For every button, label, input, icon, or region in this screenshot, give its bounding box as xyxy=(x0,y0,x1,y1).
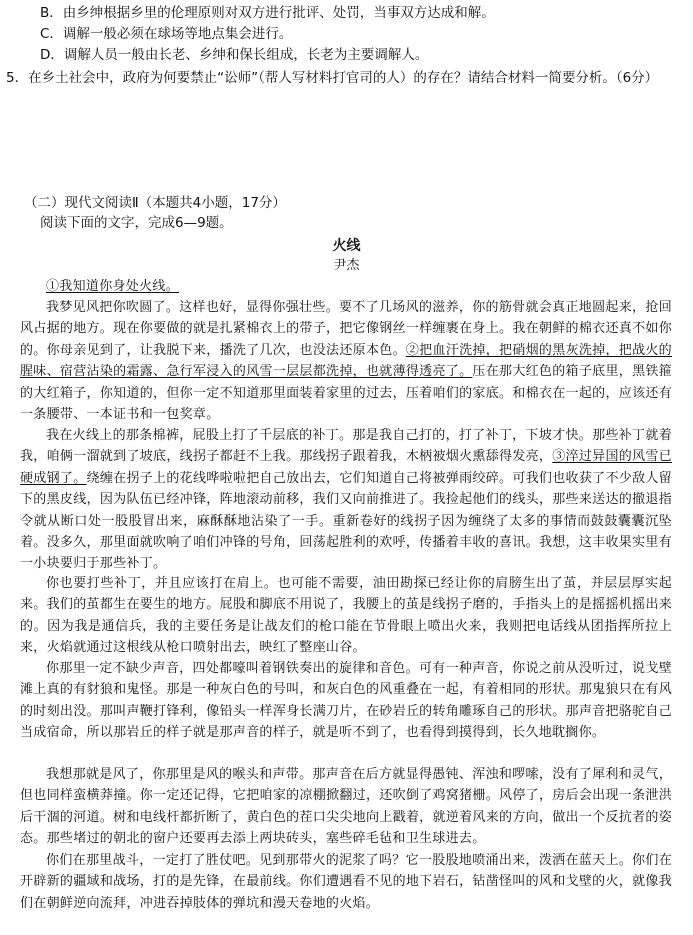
paragraph-3-part-c: 绕缠在拐子上的花线哗啦啦把自己放出去，它们知道自己将被弹雨绞碎。可我们也收获了不少敌人留下的黑皮线，因为队伍已经冲锋，阵地滚动前移，我们又向前推进了。我捡起他们的线头，那些来送达的撤退指令就从断口处一股股冒出来，麻酥酥地沾染了一手。重新卷好的线拐子因为缠绕了太多的事情而鼓鼓囊囊沉坠着。没多久，那里面就吹响了咱们冲锋的号角，回荡起胜利的欢呼，传播着丰收的喜讯。我想，这丰收果实里有一小块要归于那些补丁。 xyxy=(20,470,672,572)
paragraph-6: 我想那就是风了，你那里是风的喉头和声带。那声音在后方就显得愚钝、浑浊和啰嗦，没有了犀利和灵气，但也同样蛮横莽撞。你一定还记得，它把咱家的凉棚掀翻过，还吹倒了鸡窝猪栅。风停了，房后会出现一条泄洪后干涸的河道。树和电线杆都折断了，黄白色的茬口尖尖地向上戳着，就逆着风来的方向，做出一个反抗者的姿态。那些堵过的朝北的窗户还要再去添上两块砖头，塞些碎毛毡和卫生球进去。 xyxy=(20,767,672,847)
option-d: D．调解人员一般由长老、乡绅和保长组成，长老为主要调解人。 xyxy=(40,47,429,63)
paragraph-2-part-c: 压在那大红色的箱子底里，黑铁箍的大红箱子，你知道的，但你一定不知道那里面装着家里的过去，压着咱们的家底。和棉衣在一起的，应该还有一条腰带、一本证书和一包奖章。 xyxy=(20,364,672,423)
section-instruction: 阅读下面的文字，完成6—9题。 xyxy=(40,215,233,231)
option-b: B．由乡绅根据乡里的伦理原则对双方进行批评、处罚，当事双方达成和解。 xyxy=(40,5,495,21)
paragraph-7: 你们在那里战斗，一定打了胜仗吧。见到那带火的泥浆了吗？它一股股地喷涌出来，泼洒在蓝天上。你们在开辟新的疆域和战场，打的是先锋，在最前线。你们遭遇看不见的地下岩石，钻凿怪叫的风和戈壁的火，就像我们在朝鲜逆向流拜，冲进吞掉肢体的弹坑和漫天卷地的火焰。 xyxy=(20,853,672,911)
paragraph-2 xyxy=(20,297,672,425)
paragraph-1 xyxy=(20,276,672,297)
question-5-score: （6分） xyxy=(615,70,659,86)
underlined-sentence-2: ②把血汗洗掉，把硝烟的黑灰洗掉，把战火的腥味、宿营沾染的霜露、急行军浸入的风雪一层层都洗掉，也就薄得透亮了。 xyxy=(20,342,672,380)
section-heading: （二）现代文阅读Ⅱ（本题共4小题，17分） xyxy=(24,195,286,211)
paragraph-2-part-a: 我梦见风把你吹圆了。这样也好，显得你强壮些。要不了几场风的滋养，你的筋骨就会真正地圆起来，抢回风占据的地方。现在你要做的就是扎紧棉衣上的带子，把它像钢丝一样缠裹在身上。我在朝鲜的棉衣还真不如你的。你母亲见到了，让我脱下来，播洗了几次，也没法还原本色。 xyxy=(20,300,672,358)
question-5 xyxy=(6,67,688,89)
paragraph-3-part-a: 我在火线上的那条棉裤，屁股上打了千层底的补丁。那是我自己打的，打了补丁，下坡才快。那些补丁就着我，咱俩一溜就到了坡底，线拐子都赶不上我。那线拐子跟着我，木柄被烟火熏舔得发亮， xyxy=(20,428,672,465)
question-5-text: 5．在乡土社会中，政府为何要禁止“讼师”（帮人写材料打官司的人）的存在？请结合材料一简要分析。 xyxy=(6,70,616,86)
article-title: 火线 xyxy=(332,238,361,254)
article-author: 尹杰 xyxy=(333,258,360,273)
underlined-sentence-1: ①我知道你身处火线。 xyxy=(46,279,180,294)
paragraph-4: 你也要打些补丁，并且应该打在肩上。也可能不需要，油田勘探已经让你的肩膀生出了茧，并层层厚实起来。我们的茧都生在要生的地方。屁股和脚底不用说了，我腰上的茧是线拐子磨的，手指头上的是摇摇机摇出来的。因为我是通信兵，我的主要任务是让战友们的枪口能在节骨眼上喷出火来，我则把电话线从团指挥所拉上来，火焰就通过这根线从枪口喷射出去，映红了整座山谷。 xyxy=(20,576,672,656)
option-c: C．调解一般必须在球场等地点集会进行。 xyxy=(40,26,293,42)
paragraph-5: 你那里一定不缺少声音，四处都嚎叫着钢铁奏出的旋律和音色。可有一种声音，你说之前从没听过，说戈壁滩上真的有豺狼和鬼怪。那是一种灰白色的号叫，和灰白色的风重叠在一起，有着相同的形状。那鬼狼只在有风的时刻出没。那叫声鞭打锋利，像铅头一样浑身长满刀片，在砂岩丘的转角雕琢自己的形状。那声音把骆驼自己当成宿命，所以那岩丘的样子就是那声音的样子，就是听不到了，也看得到摸得到，长久地耽搁你。 xyxy=(20,661,672,741)
paragraph-3 xyxy=(20,425,672,575)
underlined-sentence-3: ③淬过异国的风雪已硬成钢了。 xyxy=(20,449,672,486)
